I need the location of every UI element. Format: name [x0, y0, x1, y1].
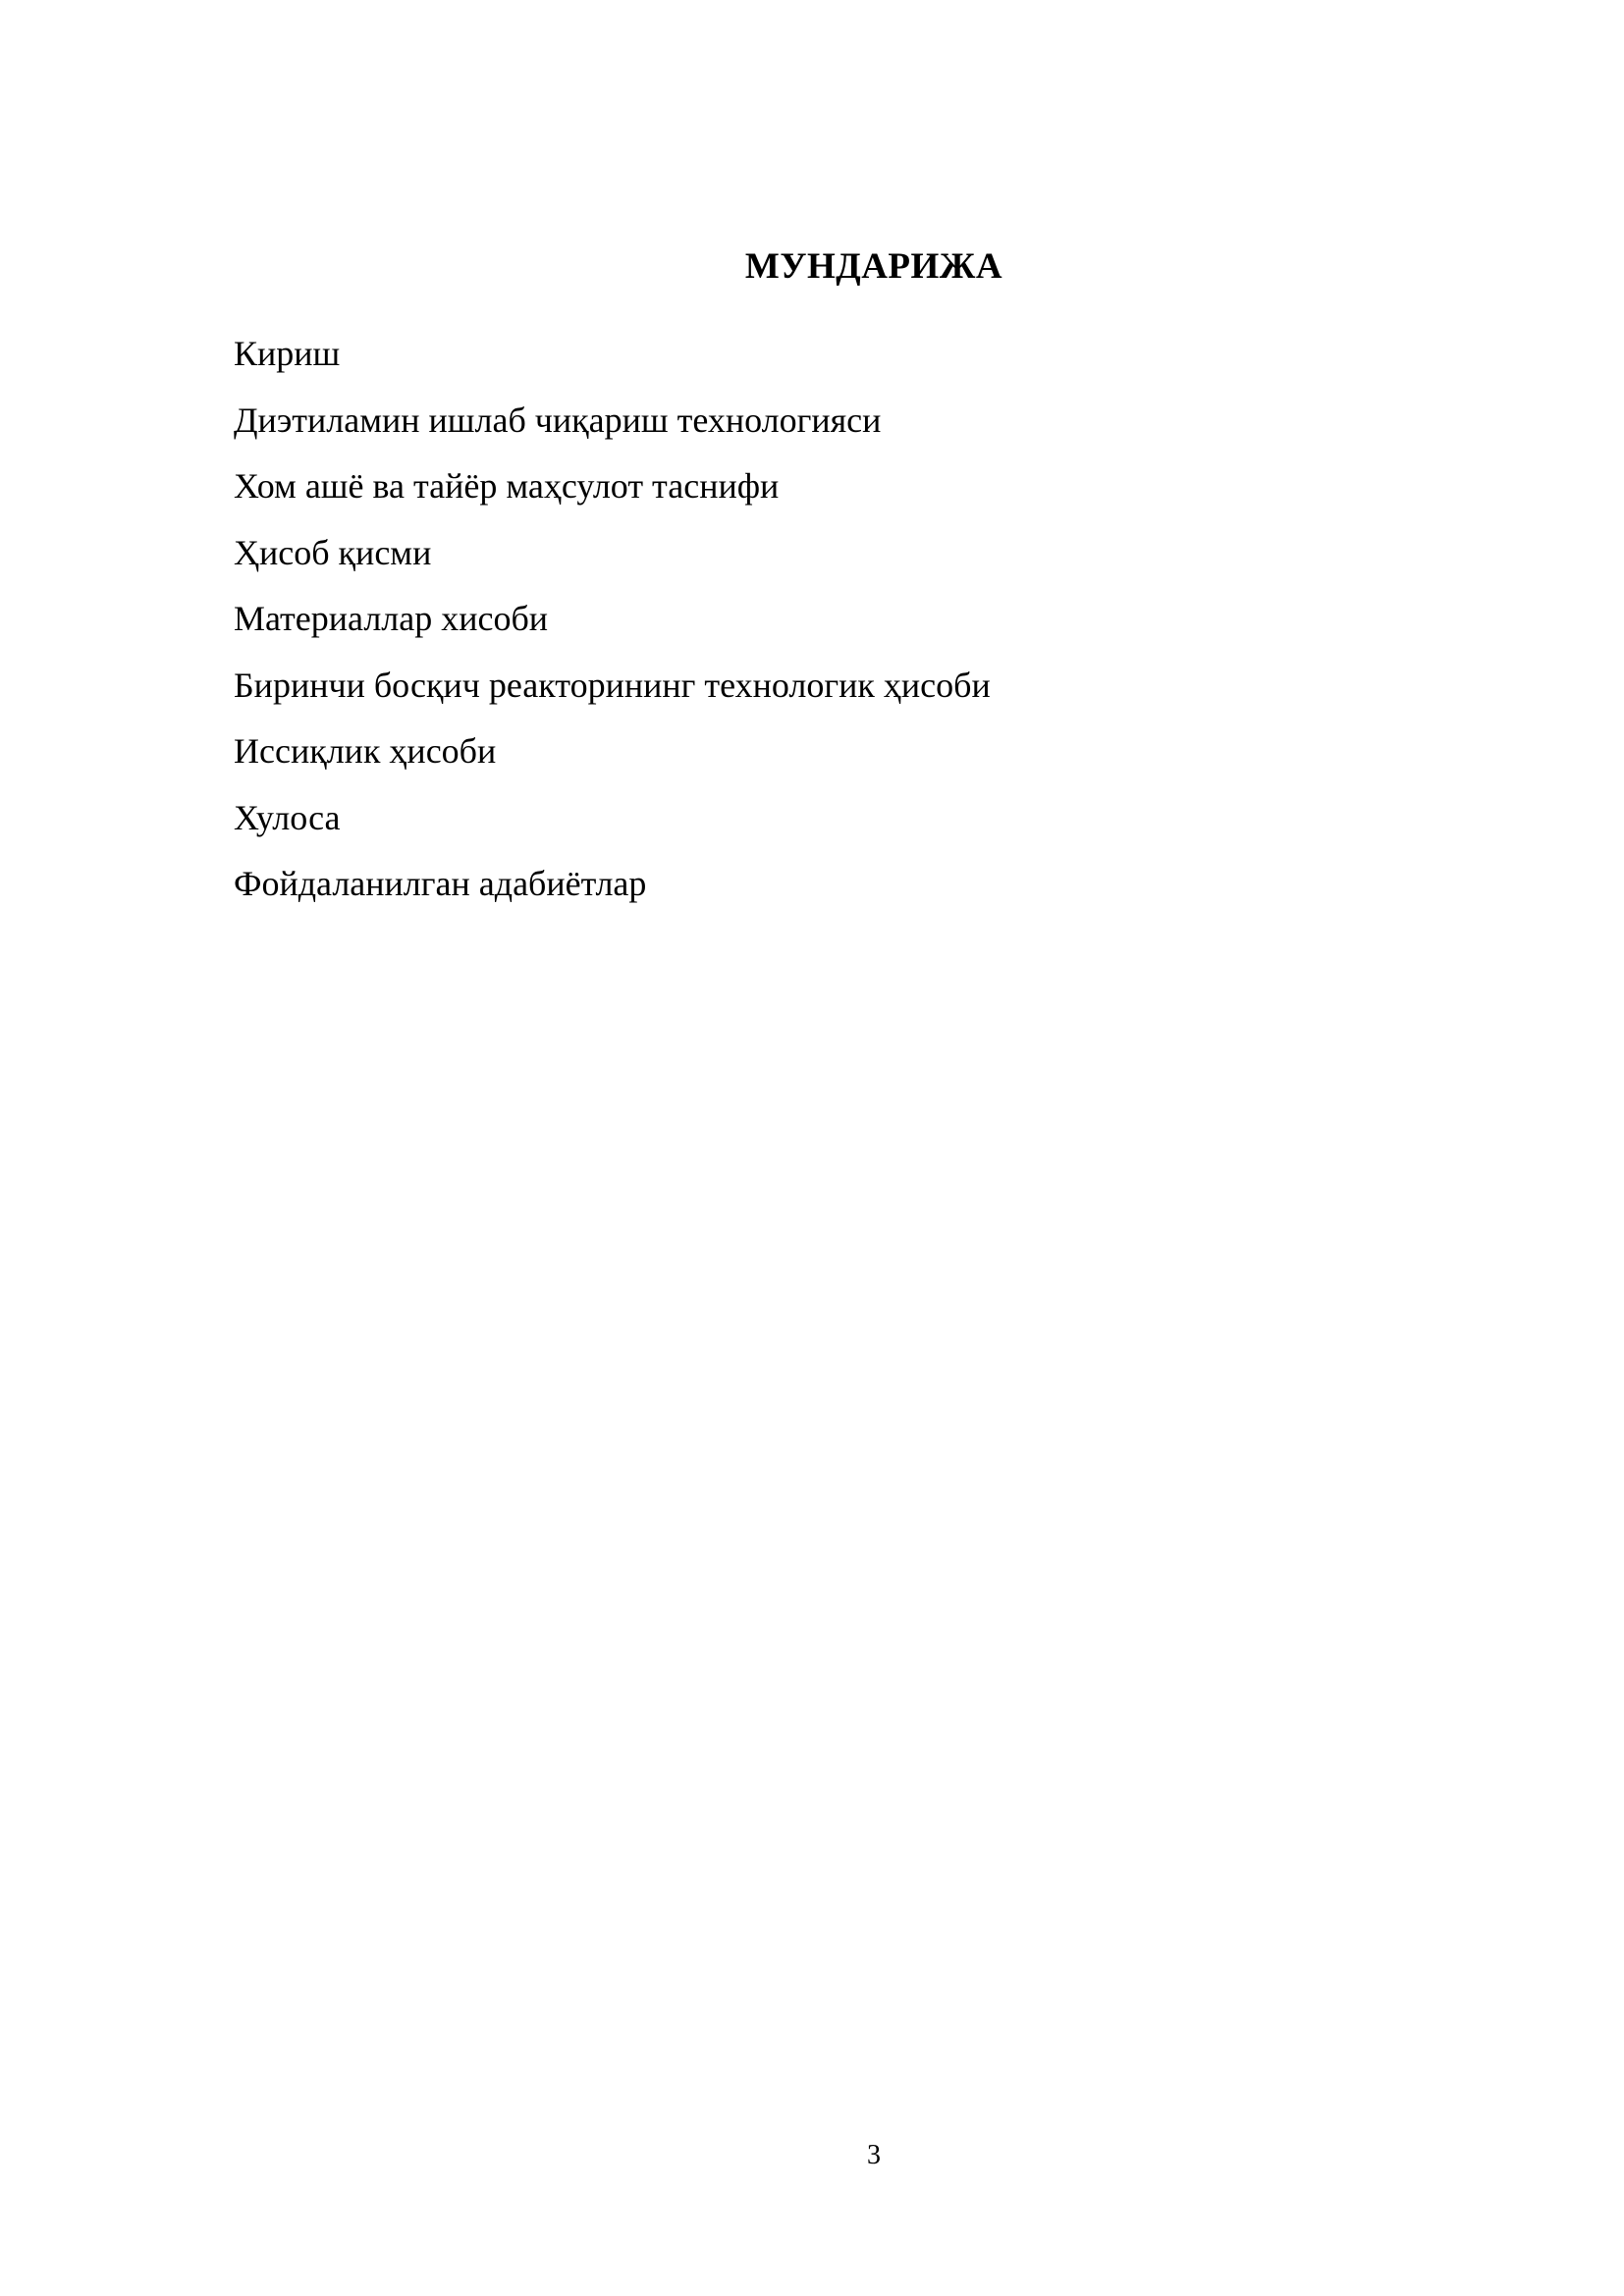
toc-item-introduction: Кириш [234, 334, 341, 373]
page-number: 3 [867, 2140, 881, 2170]
toc-item-raw-materials: Хом ашё ва тайёр маҳсулот таснифи [234, 466, 780, 506]
table-of-contents [234, 330, 991, 927]
toc-item-heat-calculation: Иссиқлик ҳисоби [234, 731, 497, 771]
toc-item-material-balance: Материаллар хисоби [234, 599, 549, 638]
toc-item-calculation-part: Ҳисоб қисми [234, 532, 432, 572]
toc-title: МУНДАРИЖА [744, 246, 1003, 287]
toc-item-conclusion: Хулоса [234, 797, 341, 837]
toc-item-reactor-calculation: Биринчи босқич реакторининг технологик ҳисоби [234, 665, 991, 705]
toc-item-technology: Диэтиламин ишлаб чиқариш технологияси [234, 400, 882, 440]
toc-item-references: Фойдаланилган адабиётлар [234, 864, 647, 903]
